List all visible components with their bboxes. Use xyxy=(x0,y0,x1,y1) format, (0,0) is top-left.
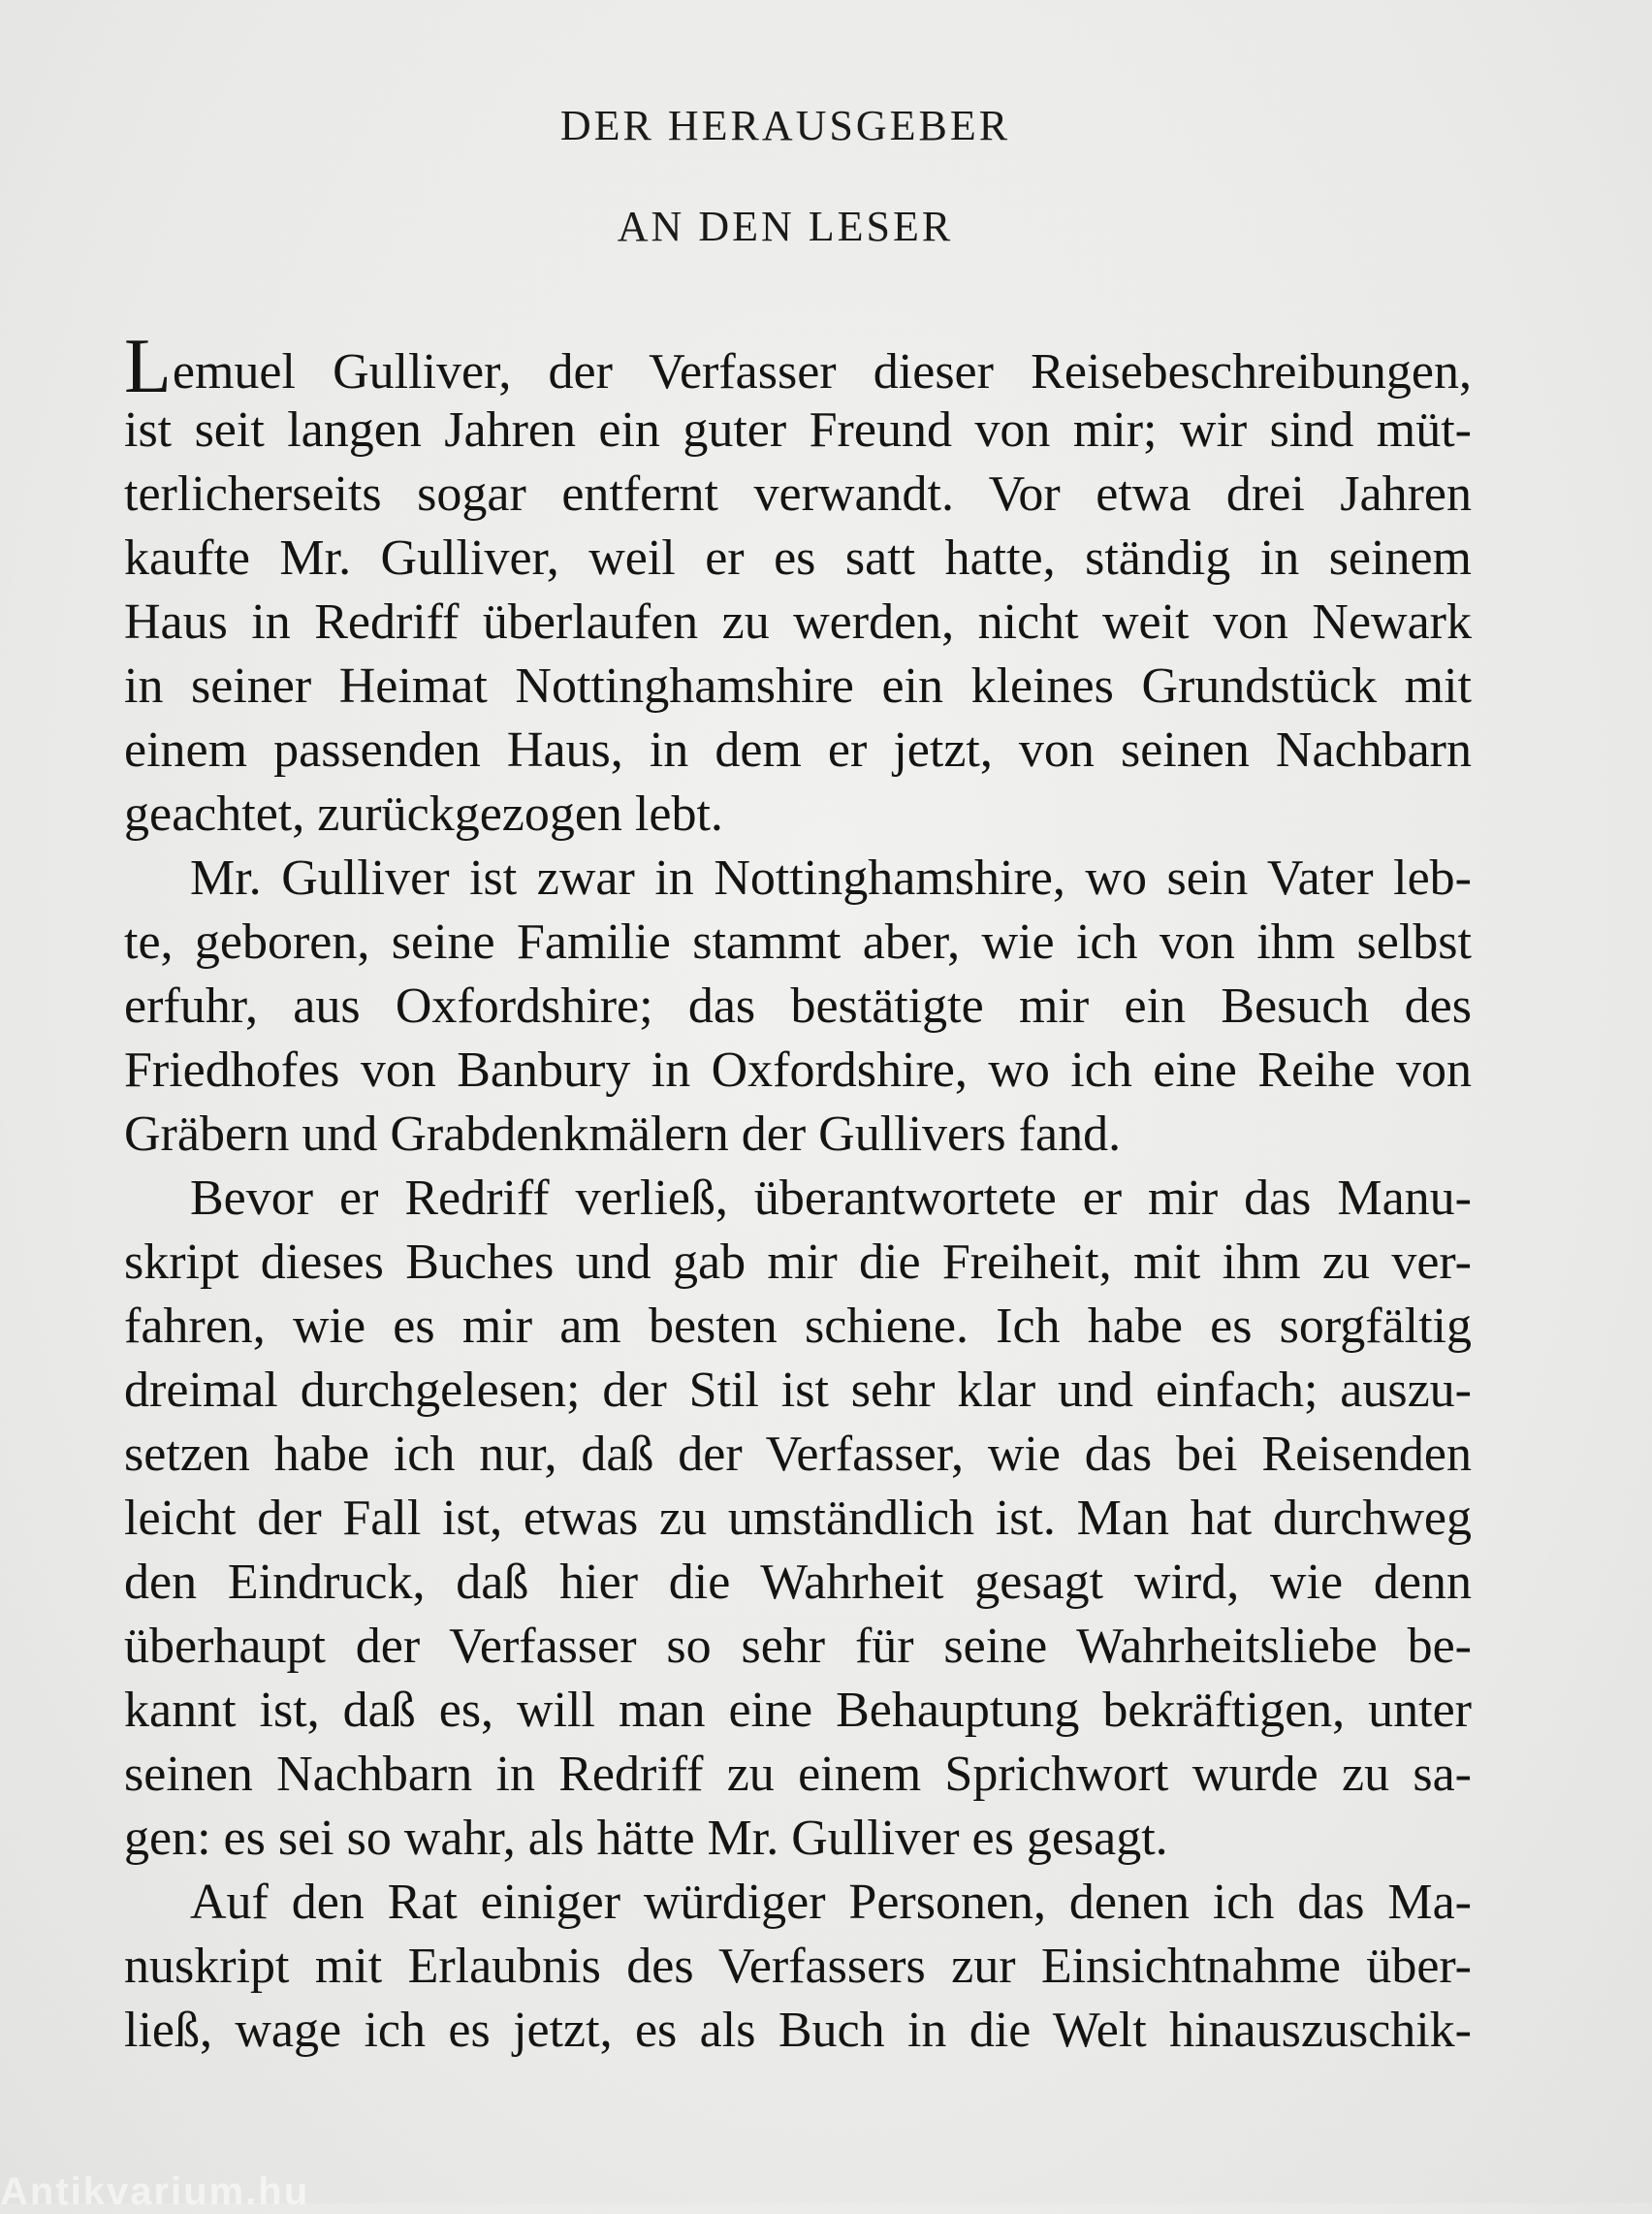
text-line: Bevor er Redriff verließ, überantwortete er mir das Manu- xyxy=(190,1171,1472,1226)
section-subheading: AN DEN LESER xyxy=(617,203,954,250)
text-line: gen: es sei so wahr, als hätte Mr. Gulliver es gesagt. xyxy=(124,1811,1168,1866)
text-line: Gräbern und Grabdenkmälern der Gullivers fand. xyxy=(124,1107,1122,1162)
watermark: Antikvarium.hu xyxy=(0,2170,310,2213)
text-line: ließ, wage ich es jetzt, es als Buch in die Welt hinauszuschik- xyxy=(124,2003,1472,2058)
text-line: dreimal durchgelesen; der Stil ist sehr klar und einfach; auszu- xyxy=(124,1363,1472,1418)
text-line: überhaupt der Verfasser so sehr für seine Wahrheitsliebe be- xyxy=(124,1619,1472,1674)
text-line: skript dieses Buches und gab mir die Freiheit, mit ihm zu ver- xyxy=(124,1235,1472,1290)
text-line: setzen habe ich nur, daß der Verfasser, wie das bei Reisenden xyxy=(124,1427,1472,1482)
text-line: Auf den Rat einiger würdiger Personen, denen ich das Ma- xyxy=(190,1875,1472,1930)
text-line: einem passenden Haus, in dem er jetzt, von seinen Nachbarn xyxy=(124,722,1472,778)
text-line: kaufte Mr. Gulliver, weil er es satt hatte, ständig in seinem xyxy=(124,530,1472,586)
text-line: kannt ist, daß es, will man eine Behauptung bekräftigen, unter xyxy=(124,1683,1472,1738)
text-line: terlicherseits sogar entfernt verwandt. Vor etwa drei Jahren xyxy=(124,466,1472,522)
text-line: leicht der Fall ist, etwas zu umständlich ist. Man hat durchweg xyxy=(124,1491,1472,1546)
text-line: geachtet, zurückgezogen lebt. xyxy=(124,786,723,842)
text-line: Mr. Gulliver ist zwar in Nottinghamshire, wo sein Vater leb- xyxy=(190,850,1472,906)
drop-cap: L xyxy=(124,324,172,409)
text-line: den Eindruck, daß hier die Wahrheit gesagt wird, wie denn xyxy=(124,1555,1472,1610)
text-line: erfuhr, aus Oxfordshire; das bestätigte mir ein Besuch des xyxy=(124,979,1472,1034)
text-line: te, geboren, seine Familie stammt aber, wie ich von ihm selbst xyxy=(124,914,1472,970)
text-line: in seiner Heimat Nottinghamshire ein kleines Grundstück mit xyxy=(124,658,1472,714)
text-line: fahren, wie es mir am besten schiene. Ich habe es sorgfältig xyxy=(124,1299,1472,1354)
text-line: nuskript mit Erlaubnis des Verfassers zur Einsichtnahme über- xyxy=(124,1939,1472,1994)
text-line: Lemuel Gulliver, der Verfasser dieser Reisebeschreibungen, xyxy=(124,324,1472,409)
text-line: Friedhofes von Banbury in Oxfordshire, wo ich eine Reihe von xyxy=(124,1043,1472,1098)
text-line: ist seit langen Jahren ein guter Freund von mir; wir sind müt- xyxy=(124,402,1472,458)
section-heading: DER HERAUSGEBER xyxy=(559,102,1011,149)
text-line: Haus in Redriff überlaufen zu werden, nicht weit von Newark xyxy=(124,594,1472,650)
text-line: seinen Nachbarn in Redriff zu einem Sprichwort wurde zu sa- xyxy=(124,1747,1472,1802)
